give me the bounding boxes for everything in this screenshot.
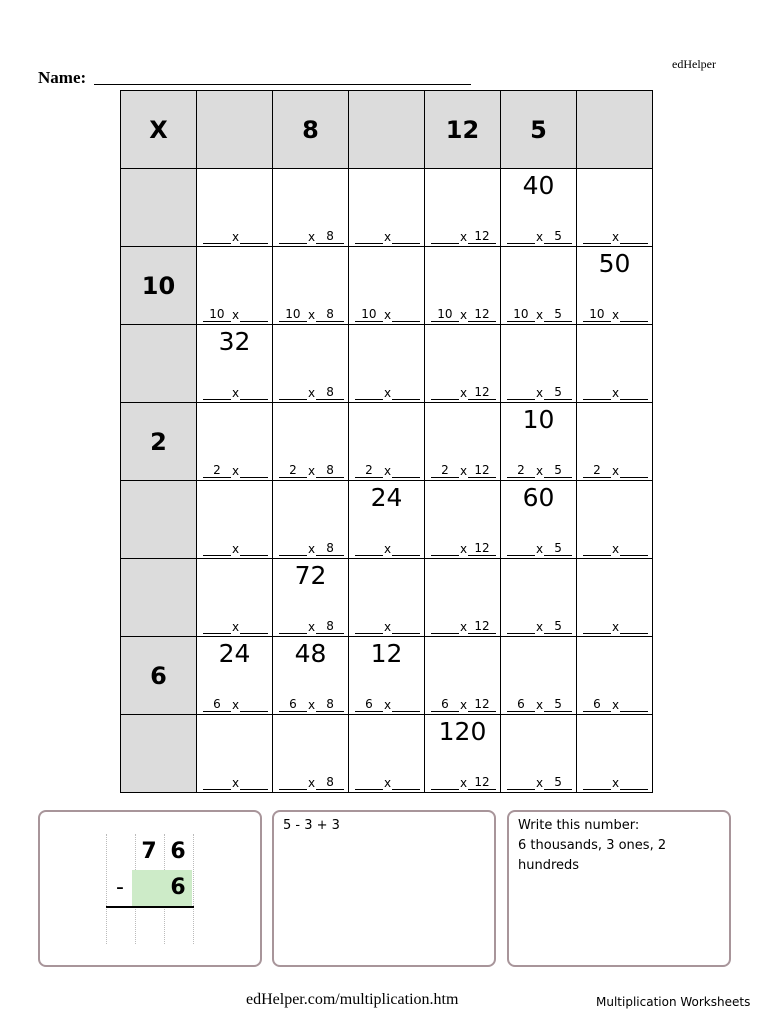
factor-a	[355, 542, 383, 556]
cell-answer: 24	[218, 639, 251, 668]
cell-problem	[581, 230, 650, 244]
cell-answer: 40	[522, 171, 555, 200]
factor-a	[279, 620, 307, 634]
factor-a: 2	[279, 464, 307, 478]
times-sign: x	[383, 386, 392, 400]
times-sign: x	[307, 386, 316, 400]
factor-a	[203, 542, 231, 556]
factor-a	[507, 776, 535, 790]
write-number-detail: 6 thousands, 3 ones, 2 hundreds	[518, 838, 667, 873]
header-row	[121, 91, 653, 169]
cell-answer: 120	[438, 717, 487, 746]
factor-b: 5	[544, 620, 572, 634]
row-header: 2	[121, 403, 197, 481]
cell-answer: 12	[370, 639, 403, 668]
grid-row	[121, 481, 653, 559]
times-sign: x	[383, 230, 392, 244]
times-sign: x	[307, 542, 316, 556]
times-sign: x	[383, 776, 392, 790]
cell-problem	[505, 230, 574, 244]
times-sign: x	[307, 308, 316, 322]
grid-cell[interactable]	[577, 559, 653, 637]
factor-b: 5	[544, 386, 572, 400]
cell-problem	[353, 776, 422, 790]
column-header	[577, 91, 653, 169]
cell-problem	[429, 308, 498, 322]
factor-a: 6	[431, 698, 459, 712]
factor-b	[620, 542, 648, 556]
factor-a	[279, 230, 307, 244]
cell-problem	[505, 620, 574, 634]
factor-a	[507, 230, 535, 244]
times-sign: x	[307, 464, 316, 478]
expression-text: 5 - 3 + 3	[283, 818, 340, 833]
times-sign: x	[231, 386, 240, 400]
grid-row	[121, 637, 653, 715]
grid-cell[interactable]	[197, 637, 273, 715]
cell-problem	[581, 542, 650, 556]
factor-a	[431, 230, 459, 244]
factor-b: 12	[468, 386, 496, 400]
grid-cell[interactable]	[197, 325, 273, 403]
minus-sign: -	[116, 875, 124, 900]
cell-problem	[201, 698, 270, 712]
factor-b: 8	[316, 464, 344, 478]
cell-answer: 24	[370, 483, 403, 512]
factor-a	[279, 776, 307, 790]
factor-a	[431, 776, 459, 790]
grid-cell[interactable]	[273, 403, 349, 481]
brand-label: edHelper	[672, 57, 716, 71]
factor-b	[392, 620, 420, 634]
cell-problem	[353, 230, 422, 244]
grid-cell[interactable]	[197, 247, 273, 325]
times-sign: x	[307, 230, 316, 244]
grid-cell[interactable]	[425, 637, 501, 715]
times-sign: x	[611, 776, 620, 790]
factor-b: 12	[468, 542, 496, 556]
times-sign: x	[535, 620, 544, 634]
times-sign: x	[459, 698, 468, 712]
cell-problem	[429, 464, 498, 478]
factor-a: 2	[583, 464, 611, 478]
factor-b: 5	[544, 308, 572, 322]
digit-bottom-ones: 6	[170, 875, 186, 900]
corner-header: X	[121, 91, 197, 169]
grid-row	[121, 169, 653, 247]
factor-b: 12	[468, 308, 496, 322]
grid-cell[interactable]	[273, 247, 349, 325]
factor-b: 8	[316, 386, 344, 400]
write-number-text	[518, 816, 721, 876]
subtraction-line	[106, 906, 194, 908]
cell-problem	[353, 698, 422, 712]
factor-a: 2	[507, 464, 535, 478]
factor-a	[203, 386, 231, 400]
grid-row	[121, 715, 653, 793]
cell-problem	[429, 386, 498, 400]
cell-problem	[505, 776, 574, 790]
grid-cell[interactable]	[425, 481, 501, 559]
grid-cell[interactable]	[349, 715, 425, 793]
write-number-prompt: Write this number:	[518, 818, 640, 833]
grid-cell[interactable]	[349, 403, 425, 481]
factor-b	[620, 386, 648, 400]
times-sign: x	[231, 230, 240, 244]
times-sign: x	[459, 230, 468, 244]
column-header	[349, 91, 425, 169]
grid-cell[interactable]	[577, 325, 653, 403]
factor-b	[392, 464, 420, 478]
cell-problem	[505, 464, 574, 478]
times-sign: x	[611, 308, 620, 322]
factor-b	[620, 464, 648, 478]
row-header	[121, 325, 197, 403]
factor-b: 5	[544, 542, 572, 556]
subtraction-problem	[106, 834, 194, 944]
cell-problem	[429, 776, 498, 790]
factor-b: 8	[316, 620, 344, 634]
row-header: 10	[121, 247, 197, 325]
factor-a	[431, 542, 459, 556]
grid-cell[interactable]	[577, 715, 653, 793]
grid-cell[interactable]	[197, 715, 273, 793]
times-sign: x	[535, 776, 544, 790]
factor-a: 6	[279, 698, 307, 712]
cell-answer: 72	[294, 561, 327, 590]
cell-problem	[201, 308, 270, 322]
times-sign: x	[535, 230, 544, 244]
cell-answer: 50	[598, 249, 631, 278]
factor-a: 10	[279, 308, 307, 322]
grid-cell[interactable]	[273, 715, 349, 793]
footer-url: edHelper.com/multiplication.htm	[246, 991, 459, 1008]
factor-b	[392, 230, 420, 244]
factor-a: 10	[583, 308, 611, 322]
grid-cell[interactable]	[501, 325, 577, 403]
factor-b	[392, 776, 420, 790]
factor-b	[240, 386, 268, 400]
times-sign: x	[535, 698, 544, 712]
times-sign: x	[383, 542, 392, 556]
cell-problem	[277, 776, 346, 790]
cell-problem	[505, 698, 574, 712]
grid-cell[interactable]	[273, 637, 349, 715]
subtraction-box	[38, 810, 262, 967]
cell-problem	[277, 230, 346, 244]
times-sign: x	[535, 464, 544, 478]
factor-b	[240, 464, 268, 478]
factor-b: 12	[468, 776, 496, 790]
factor-b	[620, 230, 648, 244]
factor-b	[620, 308, 648, 322]
grid-cell[interactable]	[577, 247, 653, 325]
factor-b	[392, 542, 420, 556]
cell-problem	[353, 542, 422, 556]
times-sign: x	[383, 698, 392, 712]
row-header: 6	[121, 637, 197, 715]
times-sign: x	[231, 698, 240, 712]
factor-a	[279, 542, 307, 556]
factor-a: 10	[203, 308, 231, 322]
cell-problem	[353, 620, 422, 634]
cell-answer: 32	[218, 327, 251, 356]
times-sign: x	[459, 542, 468, 556]
grid-cell[interactable]	[425, 325, 501, 403]
factor-b: 8	[316, 542, 344, 556]
grid-cell[interactable]	[349, 559, 425, 637]
cell-problem	[201, 776, 270, 790]
row-header	[121, 559, 197, 637]
times-sign: x	[459, 776, 468, 790]
times-sign: x	[535, 542, 544, 556]
grid-cell[interactable]	[425, 715, 501, 793]
cell-problem	[505, 542, 574, 556]
times-sign: x	[231, 464, 240, 478]
column-header: 5	[501, 91, 577, 169]
factor-a	[507, 386, 535, 400]
times-sign: x	[459, 464, 468, 478]
cell-problem	[581, 776, 650, 790]
grid-row	[121, 247, 653, 325]
factor-a	[583, 230, 611, 244]
grid-cell[interactable]	[577, 169, 653, 247]
grid-cell[interactable]	[501, 637, 577, 715]
times-sign: x	[307, 776, 316, 790]
grid-cell[interactable]	[197, 403, 273, 481]
cell-problem	[581, 386, 650, 400]
factor-b	[240, 542, 268, 556]
factor-b: 5	[544, 776, 572, 790]
cell-problem	[429, 620, 498, 634]
times-sign: x	[459, 308, 468, 322]
row-header	[121, 169, 197, 247]
grid-row	[121, 403, 653, 481]
factor-b: 12	[468, 620, 496, 634]
factor-a	[583, 386, 611, 400]
factor-a: 6	[355, 698, 383, 712]
column-header: 8	[273, 91, 349, 169]
factor-b	[240, 230, 268, 244]
times-sign: x	[307, 620, 316, 634]
grid-cell[interactable]	[577, 481, 653, 559]
factor-b	[620, 698, 648, 712]
cell-problem	[277, 542, 346, 556]
times-sign: x	[231, 620, 240, 634]
factor-a	[203, 230, 231, 244]
factor-a	[355, 620, 383, 634]
cell-problem	[581, 464, 650, 478]
grid-cell[interactable]	[501, 481, 577, 559]
factor-a	[431, 620, 459, 634]
factor-a: 6	[203, 698, 231, 712]
factor-a	[355, 386, 383, 400]
digit-top-tens: 7	[141, 839, 157, 864]
times-sign: x	[611, 620, 620, 634]
name-input-line[interactable]	[94, 84, 471, 85]
factor-a	[583, 776, 611, 790]
grid-cell[interactable]	[349, 637, 425, 715]
grid-cell[interactable]	[425, 559, 501, 637]
factor-b	[392, 308, 420, 322]
column-header	[197, 91, 273, 169]
times-sign: x	[535, 386, 544, 400]
times-sign: x	[231, 308, 240, 322]
factor-b: 8	[316, 230, 344, 244]
times-sign: x	[231, 776, 240, 790]
factor-b: 8	[316, 698, 344, 712]
grid-cell[interactable]	[501, 403, 577, 481]
cell-problem	[201, 386, 270, 400]
cell-problem	[277, 386, 346, 400]
times-sign: x	[231, 542, 240, 556]
grid-cell[interactable]	[501, 715, 577, 793]
factor-b: 12	[468, 698, 496, 712]
grid-cell[interactable]	[577, 403, 653, 481]
grid-cell[interactable]	[197, 559, 273, 637]
factor-a: 10	[355, 308, 383, 322]
factor-b: 5	[544, 464, 572, 478]
cell-problem	[277, 698, 346, 712]
factor-a: 10	[431, 308, 459, 322]
times-sign: x	[611, 386, 620, 400]
times-sign: x	[611, 542, 620, 556]
grid-cell[interactable]	[501, 169, 577, 247]
factor-b: 8	[316, 308, 344, 322]
grid-cell[interactable]	[425, 169, 501, 247]
cell-problem	[277, 308, 346, 322]
factor-a: 2	[431, 464, 459, 478]
grid-cell[interactable]	[197, 481, 273, 559]
cell-problem	[581, 698, 650, 712]
cell-problem	[429, 698, 498, 712]
grid-row	[121, 559, 653, 637]
factor-a	[203, 620, 231, 634]
times-sign: x	[611, 230, 620, 244]
factor-b	[240, 698, 268, 712]
times-sign: x	[459, 620, 468, 634]
times-sign: x	[535, 308, 544, 322]
factor-a: 6	[507, 698, 535, 712]
factor-a	[279, 386, 307, 400]
row-header	[121, 481, 197, 559]
grid-cell[interactable]	[273, 481, 349, 559]
grid-cell[interactable]	[273, 169, 349, 247]
times-sign: x	[611, 698, 620, 712]
cell-answer: 48	[294, 639, 327, 668]
times-sign: x	[459, 386, 468, 400]
cell-problem	[429, 542, 498, 556]
factor-b: 5	[544, 698, 572, 712]
cell-problem	[201, 230, 270, 244]
factor-b: 12	[468, 464, 496, 478]
times-sign: x	[383, 464, 392, 478]
times-sign: x	[611, 464, 620, 478]
factor-a	[431, 386, 459, 400]
factor-a: 2	[203, 464, 231, 478]
cell-answer: 60	[522, 483, 555, 512]
cell-problem	[353, 308, 422, 322]
factor-b	[392, 698, 420, 712]
cell-problem	[353, 386, 422, 400]
times-sign: x	[307, 698, 316, 712]
factor-a	[355, 230, 383, 244]
cell-problem	[505, 386, 574, 400]
factor-a	[583, 620, 611, 634]
grid-cell[interactable]	[273, 325, 349, 403]
row-header	[121, 715, 197, 793]
cell-problem	[201, 542, 270, 556]
factor-b: 12	[468, 230, 496, 244]
factor-a: 10	[507, 308, 535, 322]
factor-a	[507, 542, 535, 556]
cell-problem	[429, 230, 498, 244]
cell-answer: 10	[522, 405, 555, 434]
factor-b	[620, 620, 648, 634]
cell-problem	[353, 464, 422, 478]
grid-cell[interactable]	[197, 169, 273, 247]
write-number-box	[507, 810, 731, 967]
grid-cell[interactable]	[349, 325, 425, 403]
column-header: 12	[425, 91, 501, 169]
cell-problem	[581, 308, 650, 322]
grid-cell[interactable]	[577, 637, 653, 715]
factor-a: 6	[583, 698, 611, 712]
grid-cell[interactable]	[349, 247, 425, 325]
factor-b	[240, 620, 268, 634]
grid-row	[121, 325, 653, 403]
factor-b	[240, 776, 268, 790]
name-label: Name:	[38, 68, 87, 87]
expression-box	[272, 810, 496, 967]
factor-b	[240, 308, 268, 322]
grid-cell[interactable]	[273, 559, 349, 637]
grid-cell[interactable]	[501, 247, 577, 325]
factor-b: 8	[316, 776, 344, 790]
multiplication-grid	[120, 90, 653, 793]
footer-brand: Multiplication Worksheets	[596, 995, 751, 1009]
factor-a	[355, 776, 383, 790]
factor-a	[507, 620, 535, 634]
cell-problem	[201, 464, 270, 478]
cell-problem	[277, 464, 346, 478]
grid-cell[interactable]	[349, 481, 425, 559]
cell-problem	[201, 620, 270, 634]
grid-cell[interactable]	[501, 559, 577, 637]
cell-problem	[277, 620, 346, 634]
factor-b	[620, 776, 648, 790]
grid-cell[interactable]	[425, 247, 501, 325]
factor-b	[392, 386, 420, 400]
times-sign: x	[383, 620, 392, 634]
grid-cell[interactable]	[425, 403, 501, 481]
factor-a	[203, 776, 231, 790]
digit-top-ones: 6	[170, 839, 186, 864]
factor-a: 2	[355, 464, 383, 478]
cell-problem	[505, 308, 574, 322]
factor-b: 5	[544, 230, 572, 244]
cell-problem	[581, 620, 650, 634]
times-sign: x	[383, 308, 392, 322]
grid-cell[interactable]	[349, 169, 425, 247]
factor-a	[583, 542, 611, 556]
